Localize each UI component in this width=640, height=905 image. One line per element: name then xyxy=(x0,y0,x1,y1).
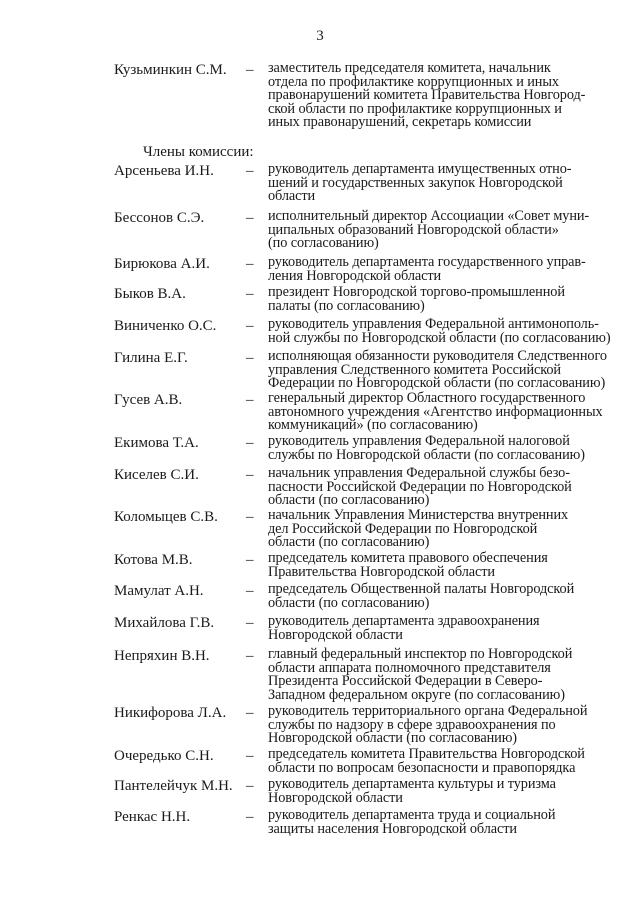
position-line: главный федеральный инспектор по Новгородской xyxy=(268,646,573,662)
member-position xyxy=(268,435,610,462)
position-line: области (по согласованию) xyxy=(268,492,430,509)
position-line: отдела по профилактике коррупционных и иных xyxy=(268,73,559,90)
member-name: Михайлова Г.В. xyxy=(114,615,215,631)
dash-separator: – xyxy=(246,748,254,764)
member-name: Гилина Е.Г. xyxy=(114,350,188,366)
dash-separator: – xyxy=(246,318,254,334)
position-line: области (по согласованию) xyxy=(268,594,430,611)
member-position xyxy=(268,350,610,391)
position-line: службы по надзору в сфере здравоохранения по xyxy=(268,716,556,733)
member-name: Екимова Т.А. xyxy=(114,435,199,451)
position-line: руководитель управления Федеральной антимонополь- xyxy=(268,316,599,332)
member-name: Арсеньева И.Н. xyxy=(114,163,214,179)
dash-separator: – xyxy=(246,62,254,78)
position-line: ления Новгородской области xyxy=(268,267,442,284)
member-position xyxy=(268,778,610,805)
member-position xyxy=(268,583,610,610)
position-line: начальник Управления Министерства внутренних xyxy=(268,507,569,523)
dash-separator: – xyxy=(246,552,254,568)
position-line: Новгородской области (по согласованию) xyxy=(268,730,517,747)
position-line: Западном федеральном округе (по согласованию) xyxy=(268,686,565,703)
position-line: ской области по профилактике коррупционных и xyxy=(268,100,562,117)
position-line: исполнительный директор Ассоциации «Совет муни- xyxy=(268,208,590,224)
position-line: службы по Новгородской области (по согласованию) xyxy=(268,446,585,463)
member-name: Быков В.А. xyxy=(114,286,186,302)
position-line: ципальных образований Новгородской области» xyxy=(268,221,559,238)
member-position xyxy=(268,809,610,836)
member-position xyxy=(268,509,610,550)
position-line: руководитель департамента культуры и туризма xyxy=(268,776,556,792)
dash-separator: – xyxy=(246,583,254,599)
position-line: Новгородской области xyxy=(268,626,403,643)
member-name: Непряхин В.Н. xyxy=(114,648,210,664)
position-line: коммуникаций» (по согласованию) xyxy=(268,417,478,434)
position-line: иных правонарушений, секретарь комиссии xyxy=(268,114,532,131)
dash-separator: – xyxy=(246,163,254,179)
member-name: Никифорова Л.А. xyxy=(114,705,227,721)
position-line: Президента Российской Федерации в Северо- xyxy=(268,673,543,690)
member-name: Гусев А.В. xyxy=(114,392,183,408)
member-name: Пантелейчук М.Н. xyxy=(114,778,233,794)
member-name: Очередько С.Н. xyxy=(114,748,214,764)
position-line: президент Новгородской торгово-промышленной xyxy=(268,284,565,300)
member-position xyxy=(268,748,610,775)
member-position xyxy=(268,705,610,746)
position-line: Новгородской области xyxy=(268,789,403,806)
member-position xyxy=(268,552,610,579)
dash-separator: – xyxy=(246,778,254,794)
position-line: области (по согласованию) xyxy=(268,534,430,551)
position-line: области по вопросам безопасности и правопорядка xyxy=(268,759,576,776)
dash-separator: – xyxy=(246,256,254,272)
position-line: области аппарата полномочного представителя xyxy=(268,659,551,676)
member-name: Кузьминкин С.М. xyxy=(114,62,227,78)
member-name: Бирюкова А.И. xyxy=(114,256,210,272)
position-line: автономного учреждения «Агентство информационных xyxy=(268,403,603,420)
dash-separator: – xyxy=(246,648,254,664)
position-line: управления Следственного комитета Российской xyxy=(268,361,561,378)
position-line: заместитель председателя комитета, начальник xyxy=(268,60,551,76)
member-position xyxy=(268,392,610,433)
position-line: ной службы по Новгородской области (по согласованию) xyxy=(268,329,611,346)
member-name: Котова М.В. xyxy=(114,552,193,568)
dash-separator: – xyxy=(246,350,254,366)
dash-separator: – xyxy=(246,392,254,408)
position-line: генеральный директор Областного государственного xyxy=(268,390,586,406)
position-line: руководитель департамента государственного управ- xyxy=(268,254,586,270)
position-line: руководитель управления Федеральной налоговой xyxy=(268,433,570,449)
dash-separator: – xyxy=(246,509,254,525)
position-line: шений и государственных закупок Новгородской xyxy=(268,174,563,191)
position-line: (по согласованию) xyxy=(268,235,379,252)
dash-separator: – xyxy=(246,286,254,302)
position-line: руководитель территориального органа Федеральной xyxy=(268,703,588,719)
position-line: руководитель департамента здравоохранения xyxy=(268,613,540,629)
member-position xyxy=(268,62,610,130)
members-heading: Члены комиссии: xyxy=(143,144,254,160)
member-name: Киселев С.И. xyxy=(114,467,199,483)
position-line: председатель комитета правового обеспечения xyxy=(268,550,548,566)
position-line: Правительства Новгородской области xyxy=(268,563,495,580)
position-line: председатель Общественной палаты Новгородской xyxy=(268,581,575,597)
dash-separator: – xyxy=(246,705,254,721)
dash-separator: – xyxy=(246,809,254,825)
member-position xyxy=(268,615,610,642)
member-position xyxy=(268,648,610,702)
member-position xyxy=(268,163,610,204)
page-number: 3 xyxy=(316,28,324,44)
position-line: правонарушений комитета Правительства Новгород- xyxy=(268,87,586,104)
position-line: исполняющая обязанности руководителя Следственного xyxy=(268,348,607,364)
position-line: Федерации по Новгородской области (по согласованию) xyxy=(268,375,606,392)
position-line: начальник управления Федеральной службы безо- xyxy=(268,465,570,481)
position-line: председатель комитета Правительства Новгородской xyxy=(268,746,585,762)
position-line: дел Российской Федерации по Новгородской xyxy=(268,520,538,537)
dash-separator: – xyxy=(246,615,254,631)
position-line: руководитель департамента труда и социальной xyxy=(268,807,556,823)
member-name: Бессонов С.Э. xyxy=(114,210,205,226)
member-position xyxy=(268,256,610,283)
member-name: Мамулат А.Н. xyxy=(114,583,204,599)
position-line: палаты (по согласованию) xyxy=(268,297,425,314)
position-line: области xyxy=(268,188,316,205)
member-name: Ренкас Н.Н. xyxy=(114,809,191,825)
position-line: защиты населения Новгородской области xyxy=(268,820,517,837)
position-line: руководитель департамента имущественных отно- xyxy=(268,161,572,177)
dash-separator: – xyxy=(246,210,254,226)
member-position xyxy=(268,286,610,313)
dash-separator: – xyxy=(246,467,254,483)
member-name: Виниченко О.С. xyxy=(114,318,217,334)
member-position xyxy=(268,210,610,251)
member-position xyxy=(268,467,610,508)
member-position xyxy=(268,318,610,345)
member-name: Коломыцев С.В. xyxy=(114,509,218,525)
dash-separator: – xyxy=(246,435,254,451)
position-line: пасности Российской Федерации по Новгородской xyxy=(268,478,572,495)
